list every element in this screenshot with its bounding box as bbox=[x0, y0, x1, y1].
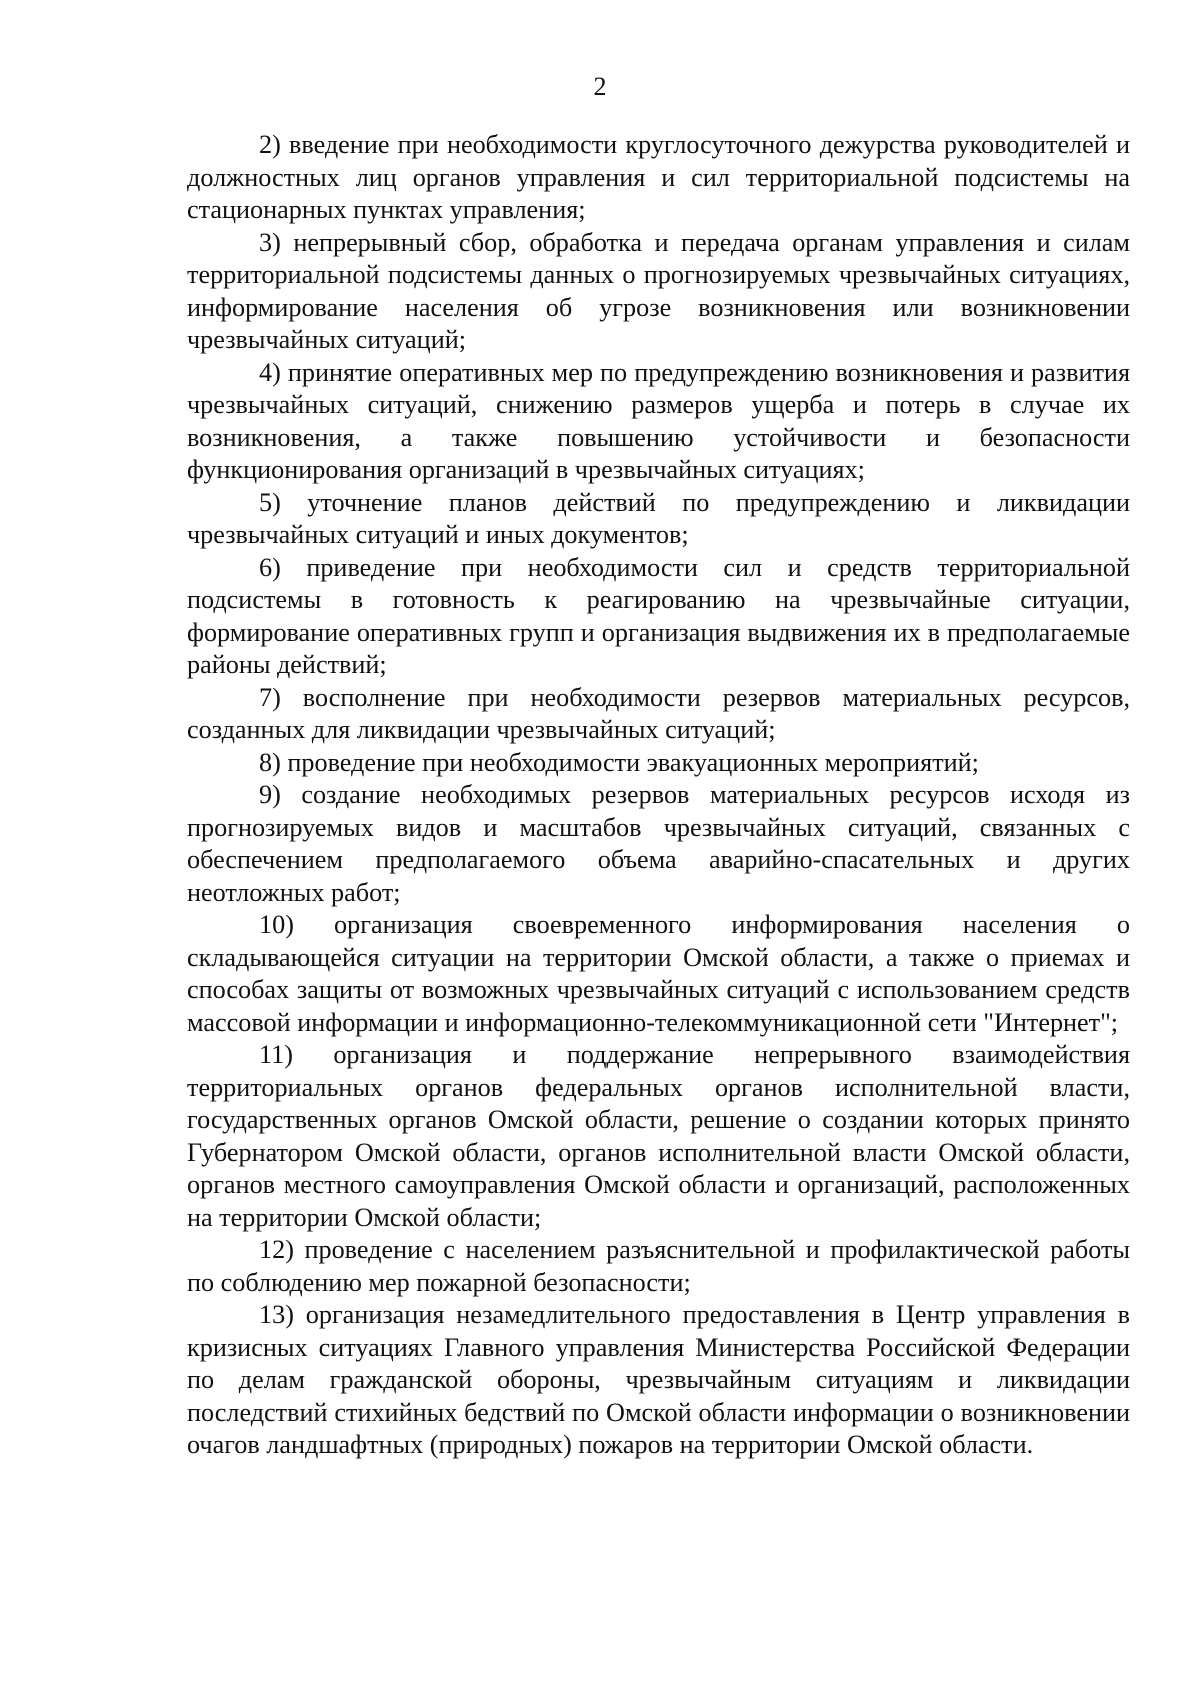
list-item-10: 10) организация своевременного информирования населения о складывающейся ситуации на территории Омской области, а также о приемах и способах защиты от возможных чрезвычайных ситуаций с использованием средств массовой информации и информационно-телекоммуникационной сети "Интернет"; bbox=[187, 910, 1130, 1037]
list-item-5: 5) уточнение планов действий по предупреждению и ликвидации чрезвычайных ситуаций и иных документов; bbox=[187, 487, 1130, 549]
list-item-12: 12) проведение с населением разъяснительной и профилактической работы по соблюдению мер пожарной безопасности; bbox=[187, 1235, 1130, 1297]
list-item-3: 3) непрерывный сбор, обработка и передача органам управления и силам территориальной подсистемы данных о прогнозируемых чрезвычайных ситуациях, информирование населения об угрозе возникновения или возникновении чрезвычайных ситуаций; bbox=[187, 227, 1130, 354]
list-item-13: 13) организация незамедлительного предоставления в Центр управления в кризисных ситуациях Главного управления Министерства Российской Федерации по делам гражданской обороны, чрезвычайным ситуациям и ликвидации последствий стихийных бедствий по Омской области информации о возникновении очагов ландшафтных (природных) пожаров на территории Омской области. bbox=[187, 1300, 1130, 1459]
document-body bbox=[187, 129, 1130, 1462]
list-item-6: 6) приведение при необходимости сил и средств территориальной подсистемы в готовность к реагированию на чрезвычайные ситуации, формирование оперативных групп и организация выдвижения их в предполагаемые районы действий; bbox=[187, 552, 1130, 679]
list-item-8: 8) проведение при необходимости эвакуационных мероприятий; bbox=[259, 747, 979, 777]
list-item-2: 2) введение при необходимости круглосуточного дежурства руководителей и должностных лиц органов управления и сил территориальной подсистемы на стационарных пунктах управления; bbox=[187, 130, 1130, 224]
list-item-7: 7) восполнение при необходимости резервов материальных ресурсов, созданных для ликвидации чрезвычайных ситуаций; bbox=[187, 682, 1130, 744]
list-item-11: 11) организация и поддержание непрерывного взаимодействия территориальных органов федеральных органов исполнительной власти, государственных органов Омской области, решение о создании которых принято Губернатором Омской области, органов исполнительной власти Омской области, органов местного самоуправления Омской области и организаций, расположенных на территории Омской области; bbox=[187, 1040, 1130, 1232]
page-number: 2 bbox=[593, 72, 607, 101]
list-item-4: 4) принятие оперативных мер по предупреждению возникновения и развития чрезвычайных ситуаций, снижению размеров ущерба и потерь в случае их возникновения, а также повышению устойчивости и безопасности функционирования организаций в чрезвычайных ситуациях; bbox=[187, 357, 1130, 484]
list-item-9: 9) создание необходимых резервов материальных ресурсов исходя из прогнозируемых видов и масштабов чрезвычайных ситуаций, связанных с обеспечением предполагаемого объема аварийно-спасательных и других неотложных работ; bbox=[187, 780, 1130, 907]
